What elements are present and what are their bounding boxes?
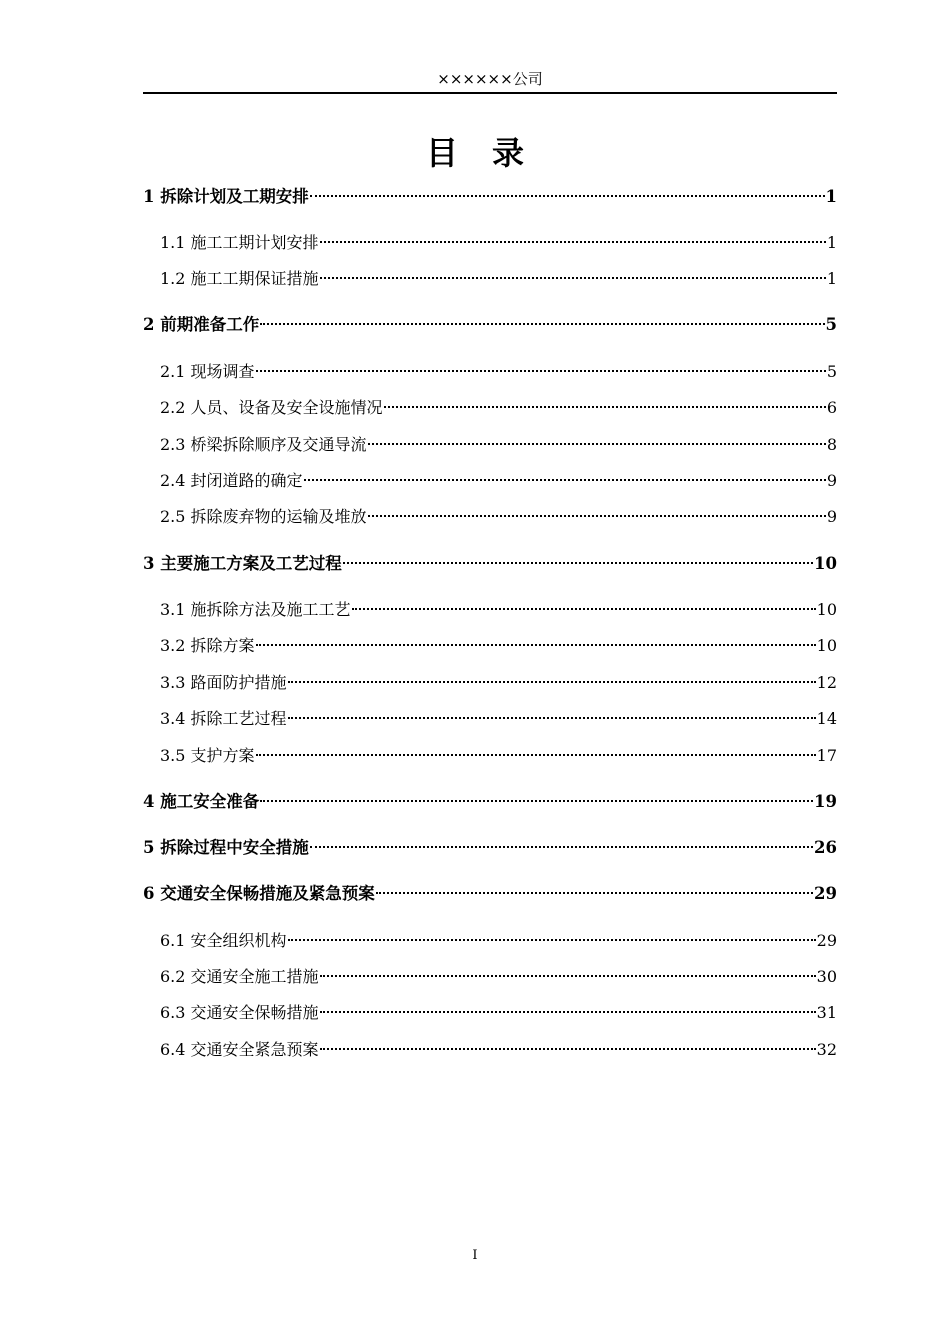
toc-entry-label: 2.1 现场调查 <box>160 362 255 381</box>
toc-leader-dots <box>288 717 816 719</box>
toc-entry-label: 5 拆除过程中安全措施 <box>143 838 309 857</box>
toc-entry[interactable] <box>143 790 837 814</box>
toc-entry-label: 3.2 拆除方案 <box>160 636 255 655</box>
toc-entry[interactable] <box>143 231 837 255</box>
toc-entry-page: 9 <box>826 471 837 490</box>
toc-entry[interactable] <box>143 598 837 622</box>
toc-entry-page: 1 <box>825 187 837 206</box>
toc-entry-page: 8 <box>826 435 837 454</box>
toc-entry-page: 1 <box>826 233 837 252</box>
toc-entry-label: 4 施工安全准备 <box>143 792 260 811</box>
toc-entry[interactable] <box>143 965 837 989</box>
toc-entry-page: 17 <box>816 746 837 765</box>
toc-entry[interactable] <box>143 671 837 695</box>
toc-entry[interactable] <box>143 396 837 420</box>
company-name: ××××××公司 <box>437 70 543 88</box>
toc-entry-label: 2.2 人员、设备及安全设施情况 <box>160 398 383 417</box>
toc-leader-dots <box>320 1048 816 1050</box>
toc-leader-dots <box>256 754 816 756</box>
toc-leader-dots <box>310 195 825 197</box>
toc-leader-dots <box>376 892 813 894</box>
toc-entry-label: 2.3 桥梁拆除顺序及交通导流 <box>160 435 367 454</box>
toc-entry-page: 9 <box>826 507 837 526</box>
toc-leader-dots <box>320 277 826 279</box>
toc-leader-dots <box>260 800 813 802</box>
toc-entry-label: 6.3 交通安全保畅措施 <box>160 1003 319 1022</box>
toc-leader-dots <box>256 370 826 372</box>
toc-entry-page: 6 <box>826 398 837 417</box>
toc-entry-page: 14 <box>816 709 837 728</box>
toc-entry[interactable] <box>143 744 837 768</box>
toc-entry-page: 1 <box>826 269 837 288</box>
toc-leader-dots <box>288 939 816 941</box>
toc-entry-page: 5 <box>826 362 837 381</box>
toc-entry-page: 26 <box>814 838 837 857</box>
toc-entry-label: 3.3 路面防护措施 <box>160 673 287 692</box>
toc-entry-page: 32 <box>816 1040 837 1059</box>
toc-entry[interactable] <box>143 552 837 576</box>
toc-leader-dots <box>343 562 813 564</box>
toc-entry-page: 10 <box>816 600 837 619</box>
toc-entry[interactable] <box>143 185 837 209</box>
toc-entry-label: 6 交通安全保畅措施及紧急预案 <box>143 884 375 903</box>
toc-leader-dots <box>368 443 826 445</box>
toc-entry-label: 2 前期准备工作 <box>143 315 260 334</box>
toc-leader-dots <box>304 479 826 481</box>
toc-leader-dots <box>384 406 826 408</box>
toc-entry-page: 29 <box>814 884 837 903</box>
toc-leader-dots <box>260 323 824 325</box>
toc-entry[interactable] <box>143 882 837 906</box>
toc-leader-dots <box>320 1011 816 1013</box>
page-number: I <box>472 1248 478 1263</box>
toc-leader-dots <box>288 681 816 683</box>
toc-entry-label: 1.2 施工工期保证措施 <box>160 269 319 288</box>
toc-leader-dots <box>320 975 816 977</box>
toc-entry-label: 6.2 交通安全施工措施 <box>160 967 319 986</box>
toc-entry[interactable] <box>143 433 837 457</box>
page-title: 目录 <box>425 134 558 172</box>
toc-entry[interactable] <box>143 469 837 493</box>
toc-entry-label: 1.1 施工工期计划安排 <box>160 233 319 252</box>
toc-entry[interactable] <box>143 1001 837 1025</box>
toc-entry[interactable] <box>143 707 837 731</box>
toc-entry[interactable] <box>143 505 837 529</box>
toc-leader-dots <box>310 846 813 848</box>
toc-entry-page: 12 <box>816 673 837 692</box>
toc-leader-dots <box>320 241 826 243</box>
toc-entry[interactable] <box>143 634 837 658</box>
toc-entry-page: 10 <box>814 554 837 573</box>
page-header <box>143 68 837 94</box>
toc-entry-page: 30 <box>816 967 837 986</box>
toc-leader-dots <box>256 644 816 646</box>
toc-leader-dots <box>368 515 826 517</box>
toc-entry-label: 6.4 交通安全紧急预案 <box>160 1040 319 1059</box>
toc-entry[interactable] <box>143 1038 837 1062</box>
toc-entry-label: 3 主要施工方案及工艺过程 <box>143 554 342 573</box>
toc-entry-label: 2.4 封闭道路的确定 <box>160 471 303 490</box>
toc-entry-page: 29 <box>816 931 837 950</box>
toc-entry[interactable] <box>143 929 837 953</box>
toc-entry-page: 19 <box>814 792 837 811</box>
toc-entry[interactable] <box>143 836 837 860</box>
toc-entry[interactable] <box>143 267 837 291</box>
toc-entry-page: 5 <box>825 315 837 334</box>
toc-entry-label: 3.5 支护方案 <box>160 746 255 765</box>
toc-entry-label: 3.1 施拆除方法及施工工艺 <box>160 600 351 619</box>
toc-entry-page: 10 <box>816 636 837 655</box>
toc-leader-dots <box>352 608 816 610</box>
toc-entry[interactable] <box>143 360 837 384</box>
toc-entry-page: 31 <box>816 1003 837 1022</box>
toc-entry-label: 6.1 安全组织机构 <box>160 931 287 950</box>
toc-entry[interactable] <box>143 313 837 337</box>
toc-entry-label: 2.5 拆除废弃物的运输及堆放 <box>160 507 367 526</box>
toc-entry-label: 3.4 拆除工艺过程 <box>160 709 287 728</box>
toc-entry-label: 1 拆除计划及工期安排 <box>143 187 309 206</box>
